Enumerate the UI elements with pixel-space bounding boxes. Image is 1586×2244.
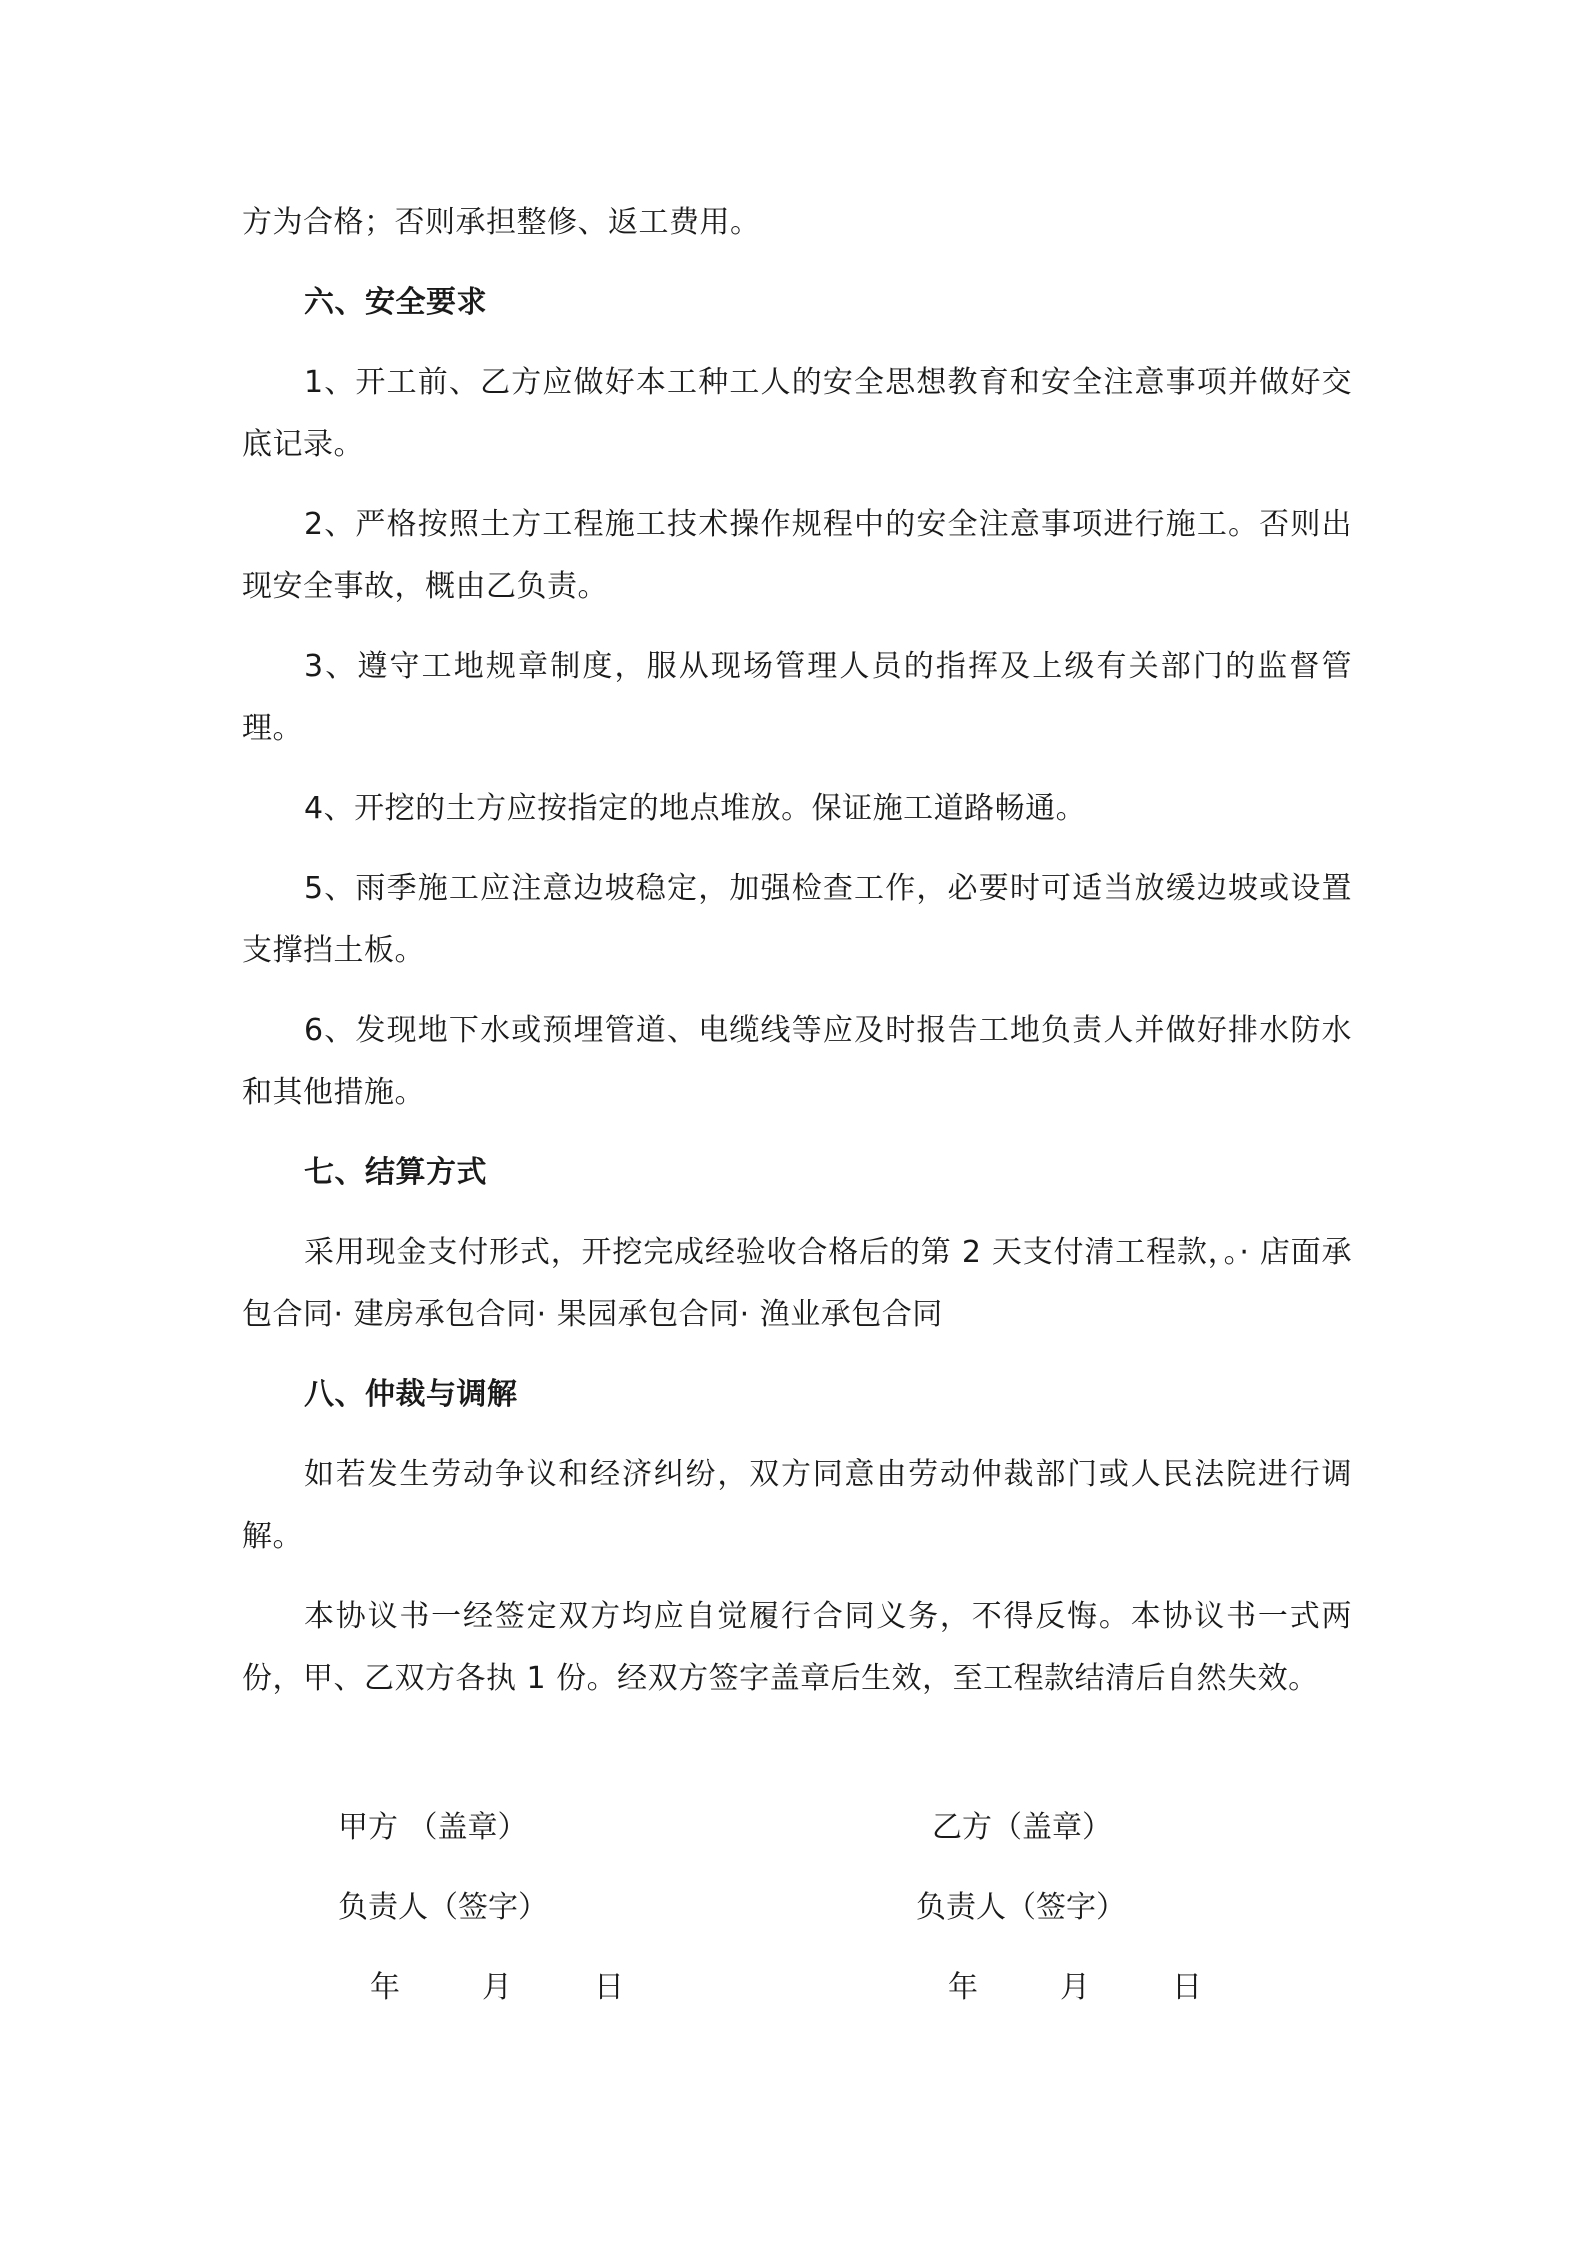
party-a-date-month: 月	[482, 1970, 512, 2005]
party-b-date-month: 月	[1060, 1970, 1090, 2005]
section-heading-settlement: 七、结算方式	[304, 1155, 487, 1190]
party-a-person-label: 负责人（签字）	[338, 1890, 548, 1925]
paragraph: 1、开工前、乙方应做好本工种工人的安全思想教育和安全注意事项并做好交底记录。	[242, 365, 1352, 462]
party-b-person-label: 负责人（签字）	[916, 1890, 1126, 1925]
paragraph: 如若发生劳动争议和经济纠纷，双方同意由劳动仲裁部门或人民法院进行调解。	[242, 1457, 1352, 1554]
paragraph: 3、遵守工地规章制度，服从现场管理人员的指挥及上级有关部门的监督管理。	[242, 649, 1352, 746]
document-body	[242, 192, 1352, 1728]
paragraph: 本协议书一经签定双方均应自觉履行合同义务，不得反悔。本协议书一式两份，甲、乙双方各执 1 份。经双方签字盖章后生效，至工程款结清后自然失效。	[242, 1599, 1352, 1696]
party-a-seal-label: 甲方 （盖章）	[338, 1810, 528, 1845]
paragraph: 采用现金支付形式，开挖完成经验收合格后的第 2 天支付清工程款，。· 店面承包合同· 建房承包合同· 果园承包合同· 渔业承包合同	[242, 1235, 1352, 1332]
party-a-date-day: 日	[594, 1970, 624, 2005]
paragraph: 6、发现地下水或预埋管道、电缆线等应及时报告工地负责人并做好排水防水和其他措施。	[242, 1013, 1352, 1110]
party-b-date-day: 日	[1172, 1970, 1202, 2005]
party-b-seal-label: 乙方（盖章）	[932, 1810, 1112, 1845]
section-heading-arbitration: 八、仲裁与调解	[304, 1377, 518, 1412]
paragraph: 2、严格按照土方工程施工技术操作规程中的安全注意事项进行施工。否则出现安全事故，概由乙负责。	[242, 507, 1352, 604]
paragraph: 4、开挖的土方应按指定的地点堆放。保证施工道路畅通。	[304, 791, 1087, 826]
paragraph: 方为合格；否则承担整修、返工费用。	[242, 205, 761, 240]
party-a-date-year: 年	[370, 1970, 400, 2005]
paragraph: 5、雨季施工应注意边坡稳定，加强检查工作，必要时可适当放缓边坡或设置支撑挡土板。	[242, 871, 1352, 968]
party-b-date-year: 年	[948, 1970, 978, 2005]
section-heading-safety: 六、安全要求	[304, 285, 487, 320]
